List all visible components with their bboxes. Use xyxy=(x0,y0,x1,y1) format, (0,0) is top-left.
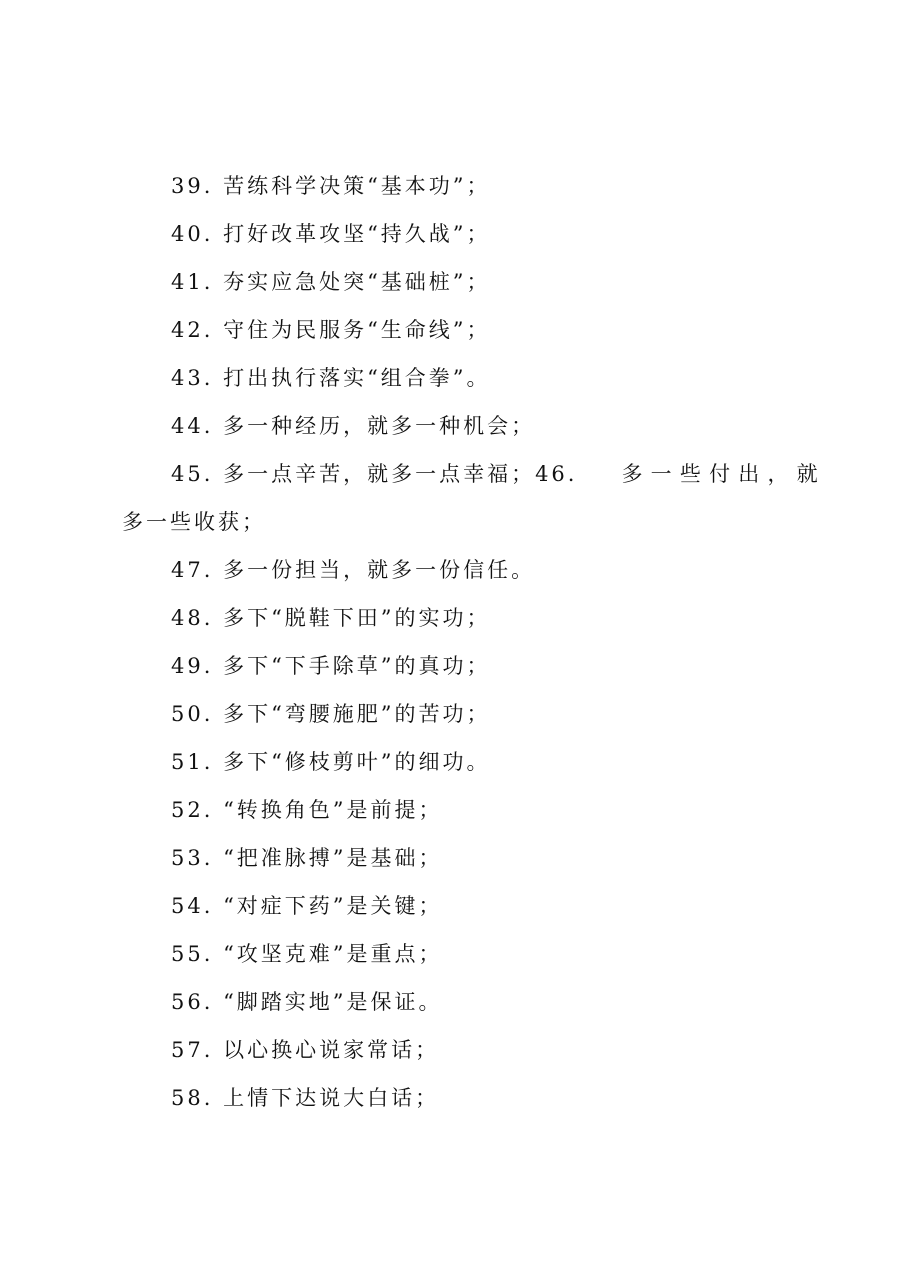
list-item: 53. “把准脉搏”是基础； xyxy=(171,846,443,870)
list-item: 43. 打出执行落实“组合拳”。 xyxy=(171,366,491,390)
list-item: 50. 多下“弯腰施肥”的苦功； xyxy=(171,702,491,726)
list-item-text: 45. 多一点辛苦，就多一点幸福；46. xyxy=(171,462,578,486)
list-item: 56. “脚踏实地”是保证。 xyxy=(171,990,443,1014)
document-body xyxy=(0,162,909,1122)
list-item: 58. 上情下达说大白话； xyxy=(171,1086,440,1110)
list-item: 52. “转换角色”是前提； xyxy=(171,798,443,822)
list-item: 49. 多下“下手除草”的真功； xyxy=(171,654,491,678)
list-item: 55. “攻坚克难”是重点； xyxy=(171,942,443,966)
list-item: 54. “对症下药”是关键； xyxy=(171,894,443,918)
list-item: 51. 多下“修枝剪叶”的细功。 xyxy=(171,750,491,774)
list-item: 48. 多下“脱鞋下田”的实功； xyxy=(171,606,491,630)
list-item-tail: 多一些付出，就 xyxy=(621,462,826,486)
list-item: 40. 打好改革攻坚“持久战”； xyxy=(171,222,491,246)
list-item: 57. 以心换心说家常话； xyxy=(171,1038,440,1062)
list-item: 41. 夯实应急处突“基础桩”； xyxy=(171,270,491,294)
list-item: 47. 多一份担当，就多一份信任。 xyxy=(171,558,536,582)
list-item: 44. 多一种经历，就多一种机会； xyxy=(171,414,536,438)
list-item-with-continuation xyxy=(0,450,909,498)
list-item: 42. 守住为民服务“生命线”； xyxy=(171,318,491,342)
list-item: 39. 苦练科学决策“基本功”； xyxy=(171,174,491,198)
list-item-continuation: 多一些收获； xyxy=(122,510,266,534)
